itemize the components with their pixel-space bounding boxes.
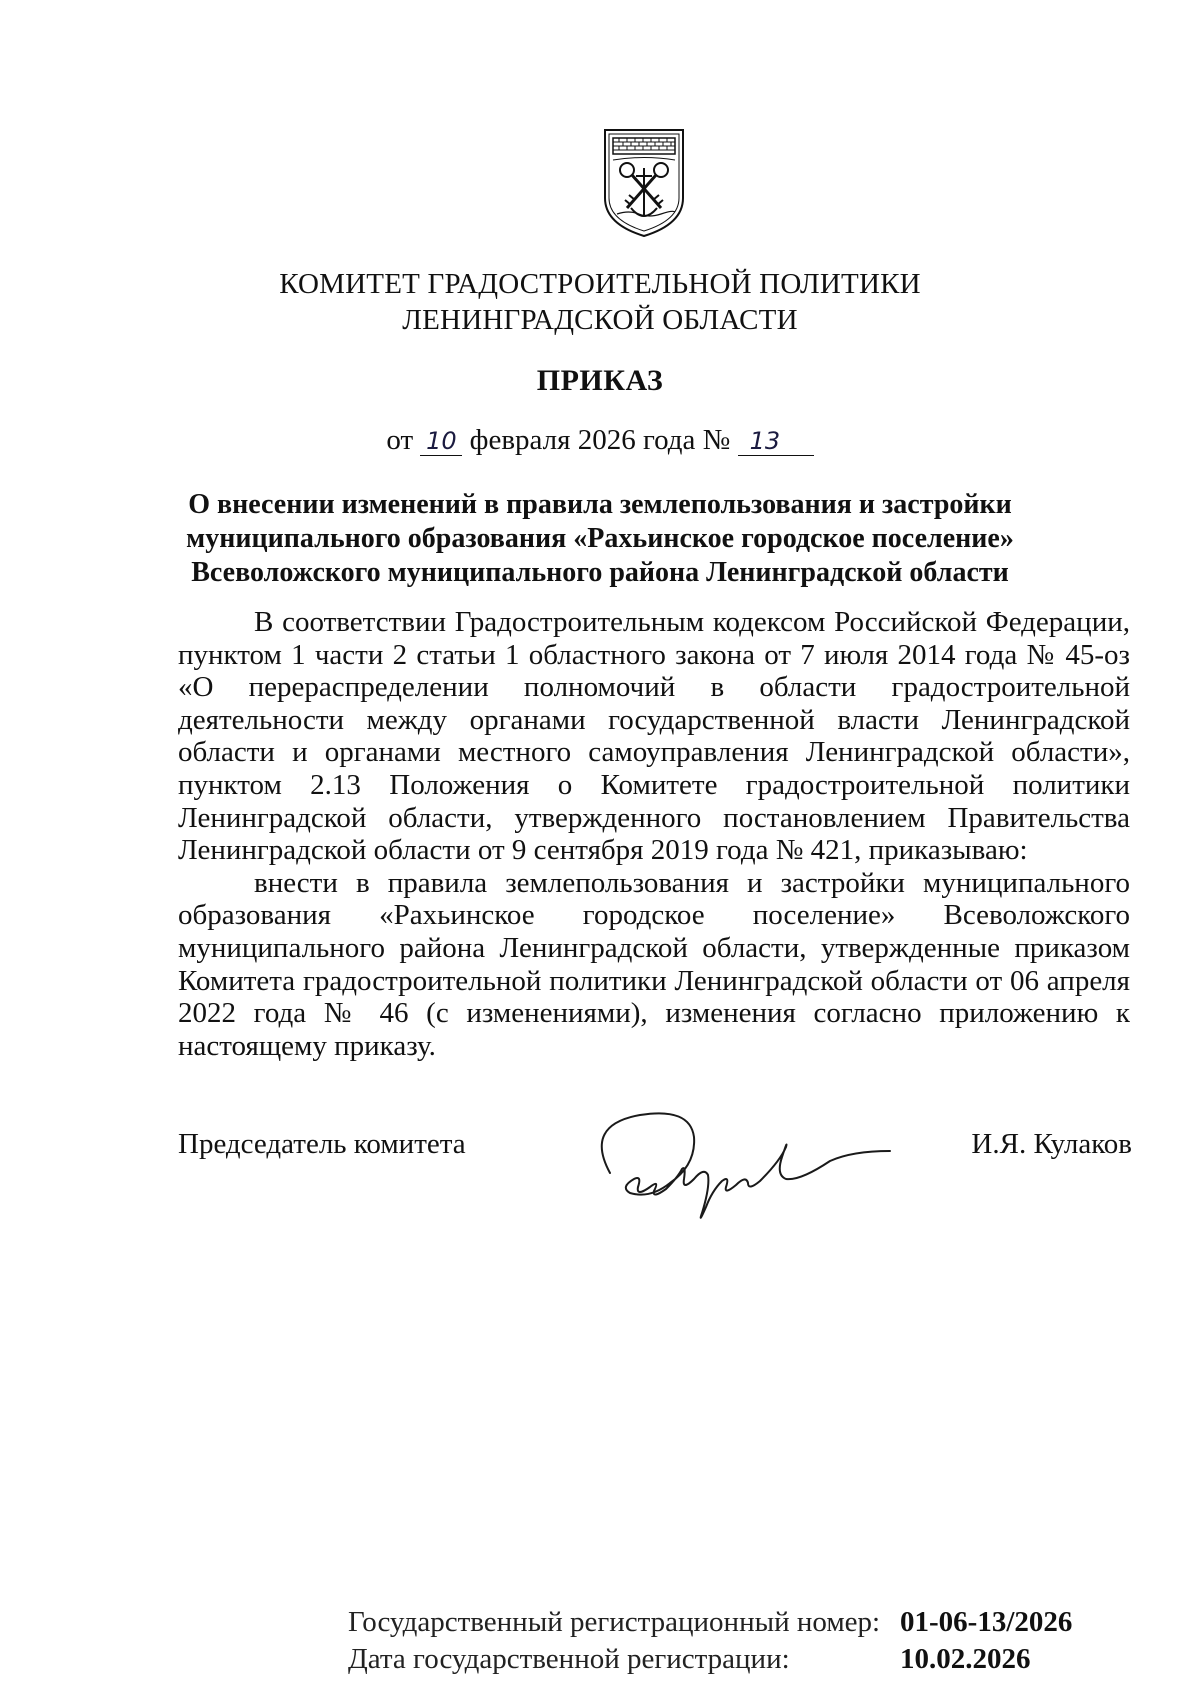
organization-name-line2: ЛЕНИНГРАДСКОЙ ОБЛАСТИ — [402, 304, 798, 336]
order-number-handwritten: 13 — [738, 427, 814, 456]
body-paragraph-order: внести в правила землепользования и застройки муниципального образования «Рахьинское городское поселение» Всеволожского муниципального района Ленинградской области, утвержденные приказом Комитета градостроительной политики Ленинградской области от 06 апреля 2022 года № 46 (с изменениями), изменения согласно приложению к настоящему приказу. — [178, 866, 1130, 1062]
document-type: ПРИКАЗ — [536, 364, 664, 397]
document-title — [160, 488, 1040, 590]
registration-number-label: Государственный регистрационный номер: — [348, 1606, 881, 1638]
date-middle: февраля 2026 года № — [469, 424, 731, 456]
title-line1: О внесении изменений в правила землепользования и застройки — [188, 489, 1012, 520]
date-day-handwritten: 10 — [420, 427, 462, 456]
signer-role: Председатель комитета — [178, 1128, 466, 1160]
handwritten-signature — [590, 1095, 900, 1225]
title-line2: муниципального образования «Рахьинское городское поселение» — [186, 523, 1014, 554]
body-paragraph-legal-basis: В соответствии Градостроительным кодексом Российской Федерации, пунктом 1 части 2 статьи 1 областного закона от 7 июля 2014 года № 45-оз «О перераспределении полномочий в области градостроительной деятельности между органами государственной власти Ленинградской области и органами местного самоуправления Ленинградской области», пунктом 2.13 Положения о Комитете градостроительной политики Ленинградской области, утвержденного постановлением Правительства Ленинградской области от 9 сентября 2019 года № 421, приказываю: — [178, 606, 1130, 867]
document-body — [178, 606, 1130, 1062]
registration-date-value: 10.02.2026 — [900, 1643, 1031, 1675]
signer-name: И.Я. Кулаков — [971, 1128, 1132, 1160]
organization-name-line1: КОМИТЕТ ГРАДОСТРОИТЕЛЬНОЙ ПОЛИТИКИ — [279, 268, 921, 300]
registration-date-label: Дата государственной регистрации: — [348, 1643, 790, 1675]
coat-of-arms-icon — [603, 128, 685, 238]
registration-number-value: 01-06-13/2026 — [900, 1606, 1073, 1638]
date-prefix: от — [386, 424, 414, 456]
title-line3: Всеволожского муниципального района Ленинградской области — [191, 557, 1009, 588]
document-date-line — [0, 424, 1200, 457]
